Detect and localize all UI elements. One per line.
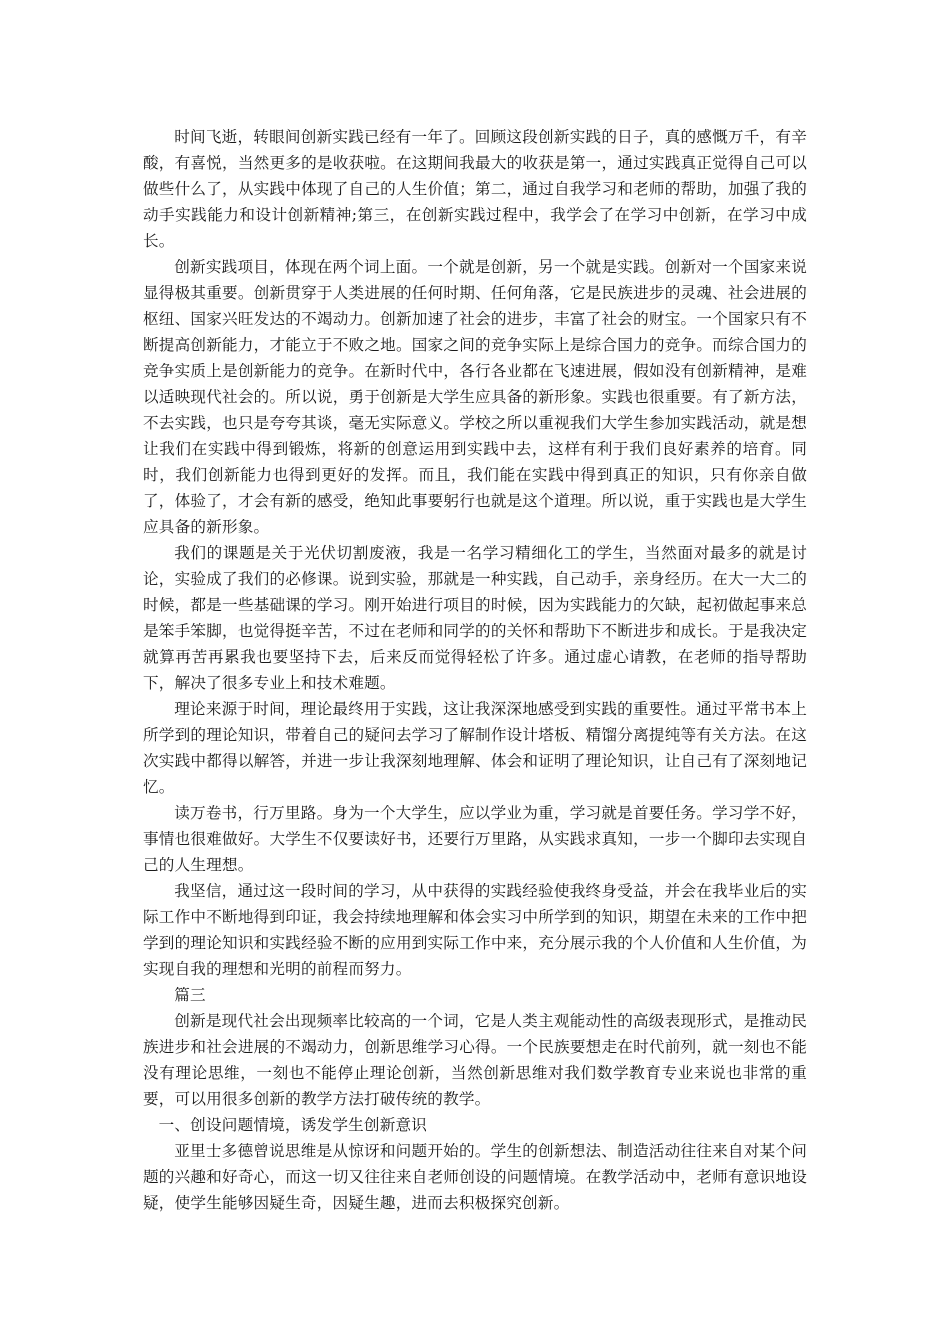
paragraph-conclusion: 我坚信，通过这一段时间的学习，从中获得的实践经验使我终身受益，并会在我毕业后的实际工作中不断地得到印证，我会持续地理解和体会实习中所学到的知识，期望在未来的工作中把学到的理论知识和实践经验不断的应用到实际工作中来，充分展示我的个人价值和人生价值，为实现自我的理想和光明的前程而努力。 — [143, 882, 807, 978]
paragraph-theory-practice: 理论来源于时间，理论最终用于实践，这让我深深地感受到实践的重要性。通过平常书本上所学到的理论知识，带着自己的疑问去学习了解制作设计塔板、精馏分离提纯等有关方法。在这次实践中都得以解答，并进一步让我深刻地理解、体会和证明了理论知识，让自己有了深刻地记忆。 — [143, 700, 807, 796]
document-body — [143, 124, 807, 1216]
paragraph-intro: 时间飞逝，转眼间创新实践已经有一年了。回顾这段创新实践的日子，真的感慨万千，有辛酸，有喜悦，当然更多的是收获啦。在这期间我最大的收获是第一，通过实践真正觉得自己可以做些什么了，从实践中体现了自己的人生价值；第二，通过自我学习和老师的帮助，加强了我的动手实践能力和设计创新精神;第三，在创新实践过程中，我学会了在学习中创新，在学习中成长。 — [143, 128, 807, 250]
paragraph-reading-travel: 读万卷书，行万里路。身为一个大学生，应以学业为重，学习就是首要任务。学习学不好，事情也很难做好。大学生不仅要读好书，还要行万里路，从实践求真知，一步一个脚印去实现自己的人生理想。 — [143, 804, 807, 874]
paragraph-innovation-thinking: 创新是现代社会出现频率比较高的一个词，它是人类主观能动性的高级表现形式，是推动民族进步和社会进展的不竭动力，创新思维学习心得。一个民族要想走在时代前列，就一刻也不能没有理论思维，一刻也不能停止理论创新，当然创新思维对我们数学教育专业来说也非常的重要，可以用很多创新的教学方法打破传统的教学。 — [143, 1012, 807, 1108]
section-heading-problem-situation: 一、创设问题情境，诱发学生创新意识 — [158, 1116, 428, 1134]
section-title-part-three: 篇三 — [174, 986, 206, 1004]
paragraph-aristotle: 亚里士多德曾说思维是从惊讶和问题开始的。学生的创新想法、制造活动往往来自对某个问题的兴趣和好奇心，而这一切又往往来自老师创设的问题情境。在教学活动中，老师有意识地设疑，使学生能够因疑生奇，因疑生趣，进而去积极探究创新。 — [143, 1142, 807, 1212]
paragraph-innovation-practice: 创新实践项目，体现在两个词上面。一个就是创新，另一个就是实践。创新对一个国家来说显得极其重要。创新贯穿于人类进展的任何时期、任何角落，它是民族进步的灵魂、社会进展的枢纽、国家兴旺发达的不竭动力。创新加速了社会的进步，丰富了社会的财宝。一个国家只有不断提高创新能力，才能立于不败之地。国家之间的竞争实际上是综合国力的竞争。而综合国力的竞争实质上是创新能力的竞争。在新时代中，各行各业都在飞速进展，假如没有创新精神，是难以适映现代社会的。所以说，勇于创新是大学生应具备的新形象。实践也很重要。有了新方法，不去实践，也只是夸夸其谈，毫无实际意义。学校之所以重视我们大学生参加实践活动，就是想让我们在实践中得到锻炼，将新的创意运用到实践中去，这样有利于我们良好素养的培育。同时，我们创新能力也得到更好的发挥。而且，我们能在实践中得到真正的知识，只有你亲自做了，体验了，才会有新的感受，绝知此事要躬行也就是这个道理。所以说，重于实践也是大学生应具备的新形象。 — [143, 258, 807, 536]
paragraph-research-topic: 我们的课题是关于光伏切割废液，我是一名学习精细化工的学生，当然面对最多的就是讨论，实验成了我们的必修课。说到实验，那就是一种实践，自己动手，亲身经历。在大一大二的时候，都是一些基础课的学习。刚开始进行项目的时候，因为实践能力的欠缺，起初做起事来总是笨手笨脚，也觉得挺辛苦，不过在老师和同学的的关怀和帮助下不断进步和成长。于是我决定就算再苦再累我也要坚持下去，后来反而觉得轻松了许多。通过虚心请教，在老师的指导帮助下，解决了很多专业上和技术难题。 — [143, 544, 807, 692]
